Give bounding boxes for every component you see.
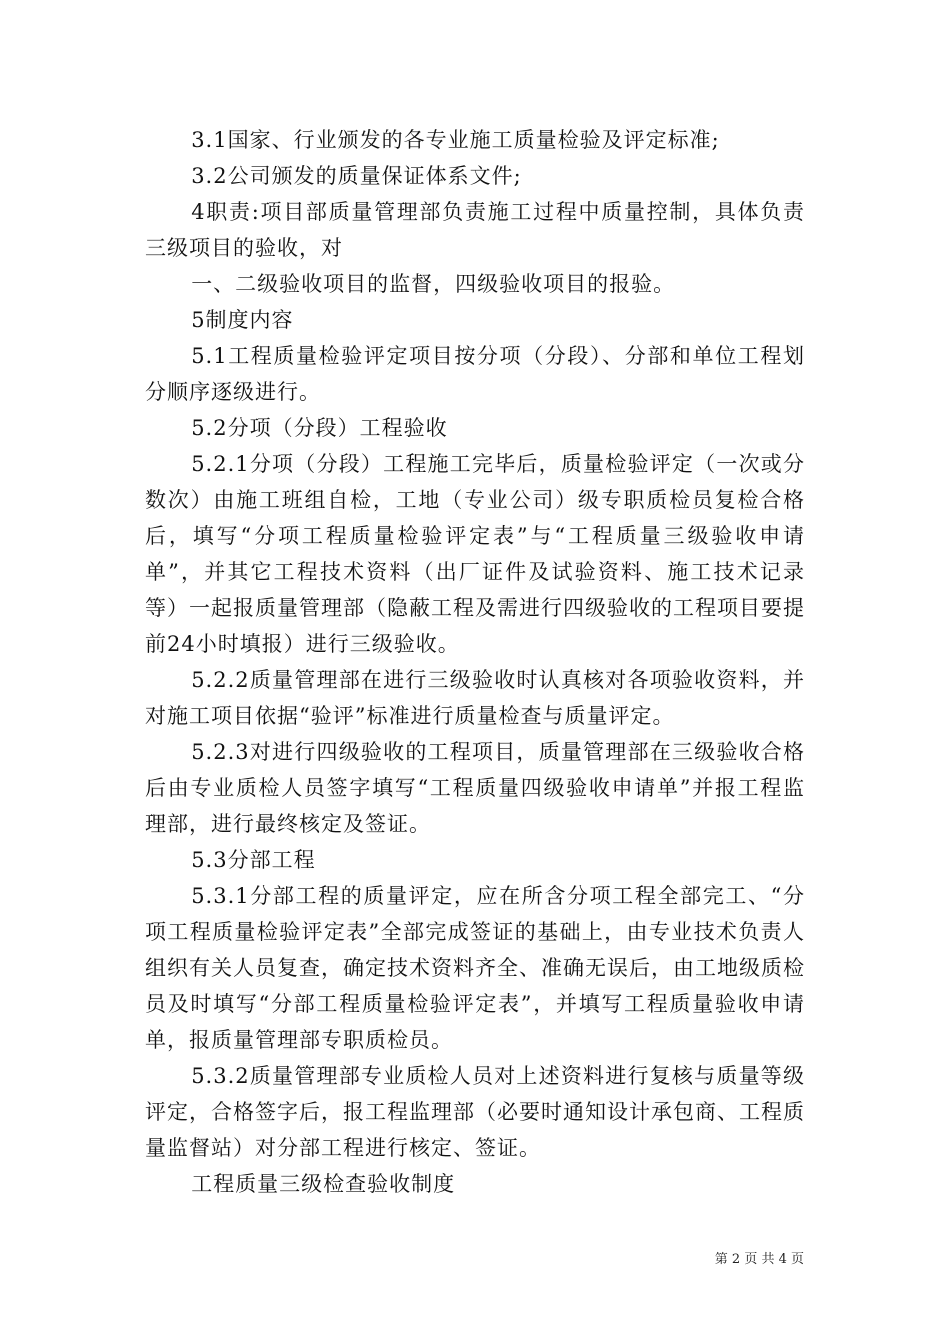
heading-5-3: 5.3分部工程 <box>191 848 316 872</box>
paragraph-4-duties-continued: 一、二级验收项目的监督，四级验收项目的报验。 <box>191 272 676 296</box>
paragraph-3-2: 3.2公司颁发的质量保证体系文件; <box>191 164 522 188</box>
heading-5-2: 5.2分项（分段）工程验收 <box>191 416 448 440</box>
page-number-footer: 第 2 页 共 4 页 <box>714 1252 804 1267</box>
paragraph-3-1: 3.1国家、行业颁发的各专业施工质量检验及评定标准; <box>191 128 720 152</box>
paragraph-5-2-1: 5.2.1分项（分段）工程施工完毕后，质量检验评定（一次或分数次）由施工班组自检，工地（专业公司）级专职质检员复检合格后，填写“分项工程质量检验评定表”与“工程质量三级验收申请单”，并其它工程技术资料（出厂证件及试验资料、施工技术记录等）一起报质量管理部（隐蔽工程及需进行四级验收的工程项目要提前24小时填报）进行三级验收。 <box>145 452 805 656</box>
paragraph-5-2-3: 5.2.3对进行四级验收的工程项目，质量管理部在三级验收合格后由专业质检人员签字填写“工程质量四级验收申请单”并报工程监理部，进行最终核定及签证。 <box>145 740 805 836</box>
paragraph-4-duties: 4职责:项目部质量管理部负责施工过程中质量控制，具体负责三级项目的验收，对 <box>145 200 805 260</box>
heading-5-system-content: 5制度内容 <box>191 308 294 332</box>
paragraph-5-3-1: 5.3.1分部工程的质量评定，应在所含分项工程全部完工、“分项工程质量检验评定表”全部完成签证的基础上，由专业技术负责人组织有关人员复查，确定技术资料齐全、准确无误后，由工地级质检员及时填写“分部工程质量检验评定表”，并填写工程质量验收申请单，报质量管理部专职质检员。 <box>145 884 805 1052</box>
document-title-line: 工程质量三级检查验收制度 <box>191 1172 456 1196</box>
paragraph-5-2-2: 5.2.2质量管理部在进行三级验收时认真核对各项验收资料，并对施工项目依据“验评”标准进行质量检查与质量评定。 <box>145 668 805 728</box>
document-body <box>145 122 805 1202</box>
paragraph-5-1: 5.1工程质量检验评定项目按分项（分段）、分部和单位工程划分顺序逐级进行。 <box>145 344 805 404</box>
paragraph-5-3-2: 5.3.2质量管理部专业质检人员对上述资料进行复核与质量等级评定，合格签字后，报工程监理部（必要时通知设计承包商、工程质量监督站）对分部工程进行核定、签证。 <box>145 1064 805 1160</box>
